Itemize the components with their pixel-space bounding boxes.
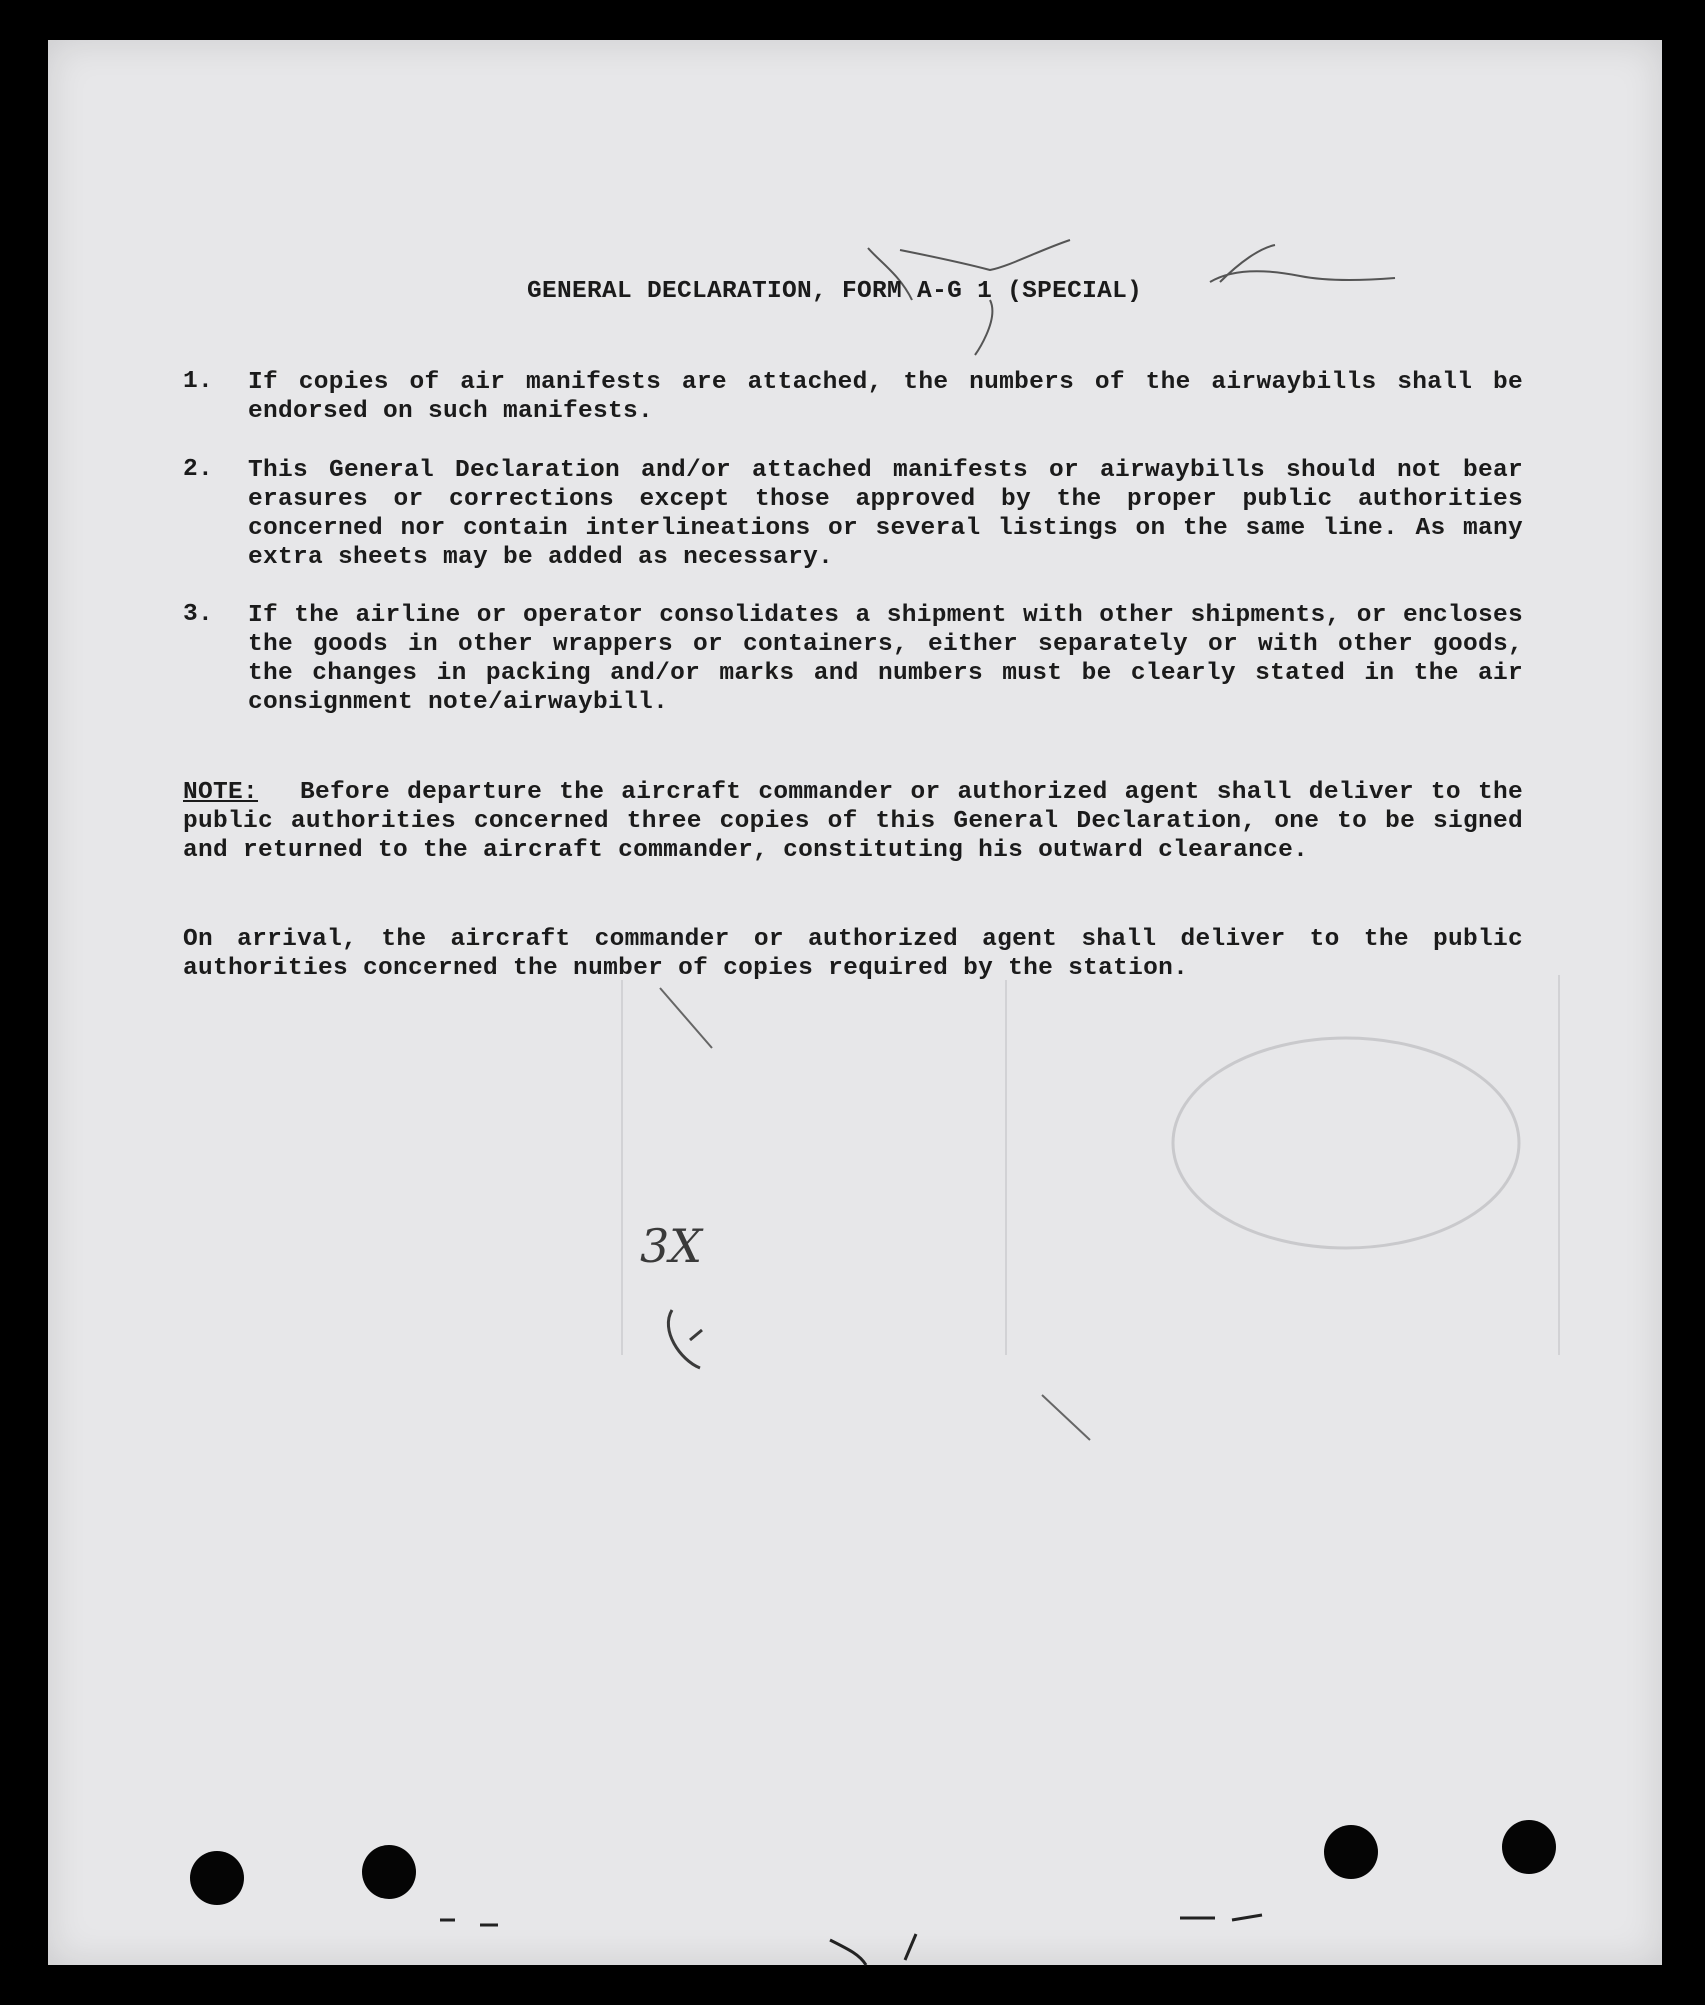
handwritten-mark (668, 1310, 702, 1368)
note-text: Before departure the aircraft commander or authorized agent shall deliver to the public authorities concerned three copies of this General Declaration, one to be signed and returned to the aircraft commander, constituting his outward clearance. (183, 779, 1523, 864)
faint-stamp-mark (1173, 1038, 1519, 1248)
punch-hole (190, 1851, 244, 1905)
document-title: GENERAL DECLARATION, FORM A-G 1 (SPECIAL) (527, 278, 1143, 305)
item-number: 1. (183, 368, 214, 395)
item-text: This General Declaration and/or attached manifests or airwaybills should not bear erasures or corrections except those approved by the proper public authorities concerned nor contain interlineations or several listings on the same line. As many extra sheets may be added as necessary. (248, 457, 1523, 571)
item-number: 2. (183, 456, 214, 483)
arrival-paragraph: On arrival, the aircraft commander or authorized agent shall deliver to the public authorities concerned the number of copies required by the station. (183, 926, 1523, 982)
note-label: NOTE: (183, 779, 259, 806)
punch-hole (1324, 1825, 1378, 1879)
handwritten-number: 3X (640, 1219, 703, 1273)
item-number: 3. (183, 601, 214, 628)
edge-marks (440, 1915, 1262, 1965)
punch-hole (1502, 1820, 1556, 1874)
item-text: If copies of air manifests are attached, the numbers of the airwaybills shall be endorsed on such manifests. (248, 369, 1523, 425)
pencil-marks (660, 988, 1090, 1440)
note-paragraph (183, 778, 1523, 865)
punch-hole (362, 1845, 416, 1899)
item-text: If the airline or operator consolidates a shipment with other shipments, or encloses the goods in other wrappers or containers, either separately or with other goods, the changes in packing and/or marks and numbers must be clearly stated in the air consignment note/airwaybill. (248, 602, 1523, 716)
